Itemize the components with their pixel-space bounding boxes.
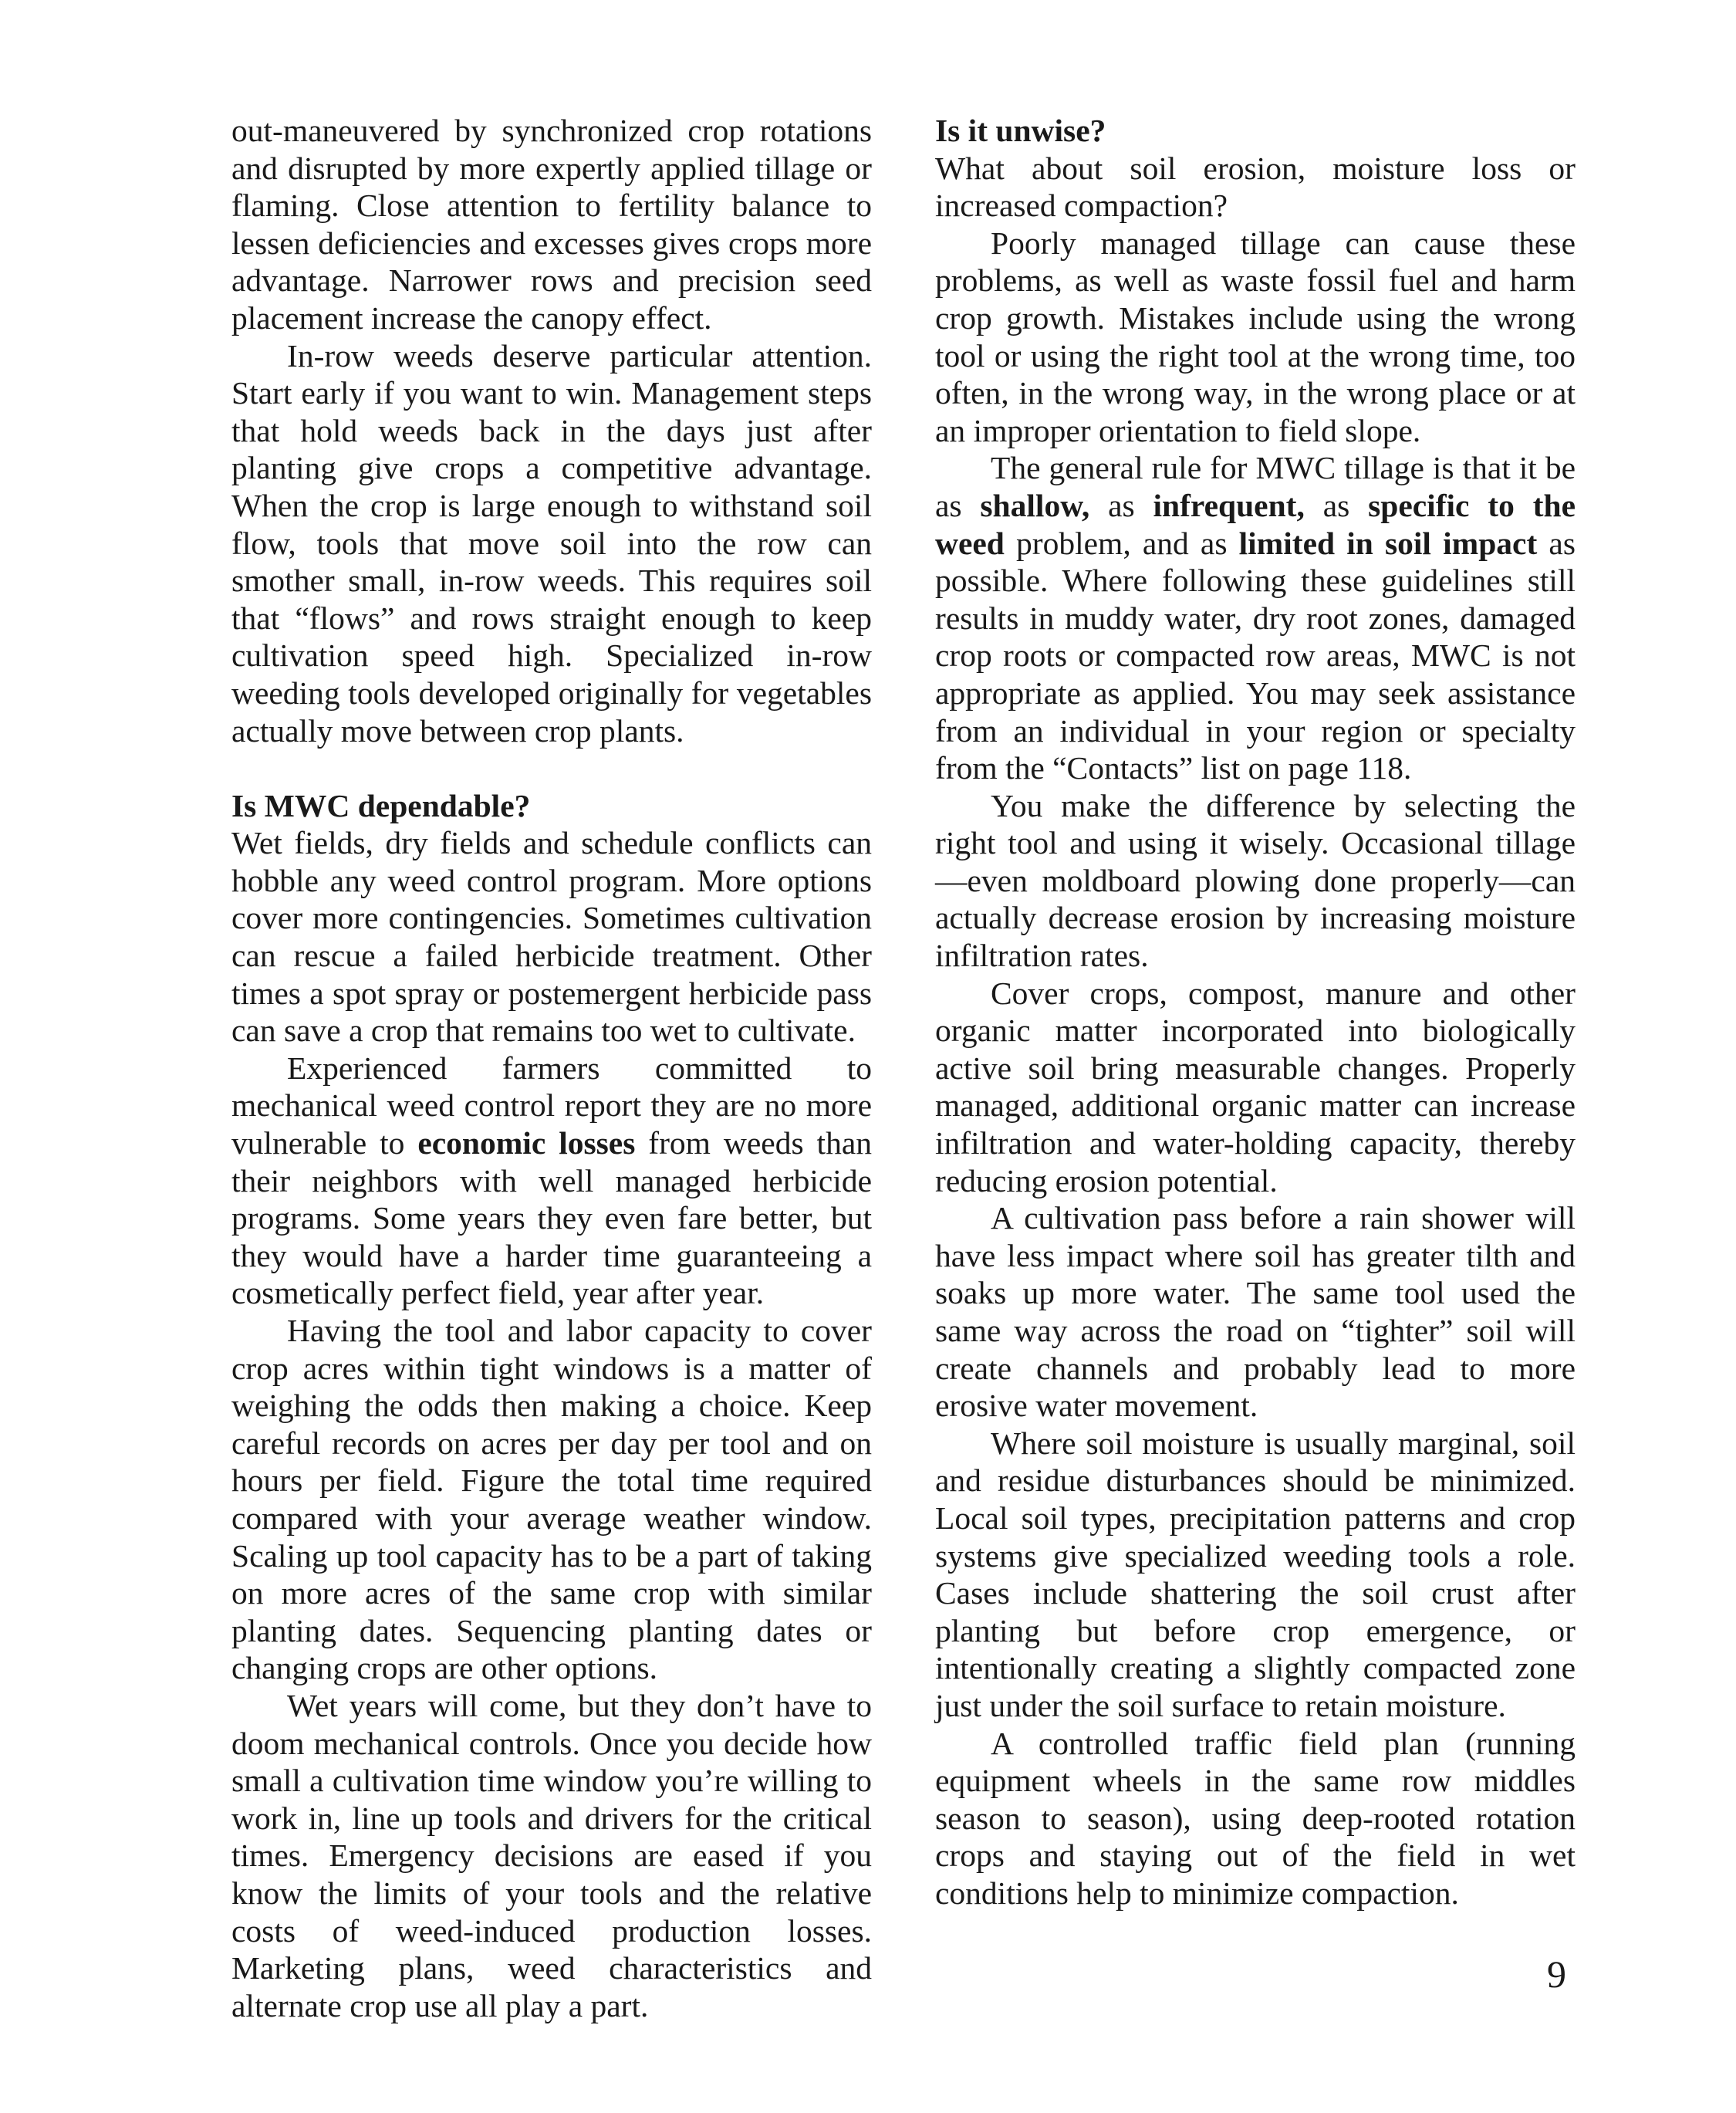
bold-term: infrequent, (1153, 487, 1305, 523)
paragraph: Wet fields, dry fields and schedule conflicts can hobble any weed control program. More options cover more contingencies. Sometimes cultivation can rescue a failed herbicide treatment. Other times a spot spray or postemergent herbicide pass can save a crop that remains too wet to cultivate. (231, 825, 872, 1049)
bold-term: limited in soil impact (1238, 525, 1538, 561)
text-run: as (1089, 487, 1153, 523)
bold-term: specific to the weed (935, 487, 1576, 561)
paragraph (231, 1050, 872, 1312)
paragraph (935, 449, 1576, 786)
paragraph: Having the tool and labor capacity to cover crop acres within tight windows is a matter of weighing the odds then making a choice. Keep careful records on acres per day per tool and on hours per field. Figure the total time required compared with your average weather window. Scaling up tool capacity has to be a part of taking on more acres of the same crop with similar planting dates. Sequencing planting dates or changing crops are other options. (231, 1313, 872, 1686)
paragraph: Where soil moisture is usually marginal, soil and residue disturbances should be minimized. Local soil types, precipitation patterns and crop systems give specialized weeding tools a role. Cases include shattering the soil crust after planting but before crop emergence, or intentionally creating a slightly compacted zone just under the soil surface to retain moisture. (935, 1425, 1576, 1723)
paragraph: Poorly managed tillage can cause these problems, as well as waste fossil fuel and harm crop growth. Mistakes include using the wrong tool or using the right tool at the wrong time, too often, in the wrong way, in the wrong place or at an improper orientation to field slope. (935, 225, 1576, 448)
paragraph: out-maneuvered by synchronized crop rotations and disrupted by more expertly applied tillage or flaming. Close attention to fertility balance to lessen deficiencies and excesses gives crops more advantage. Narrower rows and precision seed placement increase the canopy effect. (231, 113, 872, 336)
paragraph: What about soil erosion, moisture loss or increased compaction? (935, 150, 1576, 224)
text-run: The general rule for MWC tillage is that it be as (935, 450, 1576, 523)
text-run: Experienced farmers committed to mechanical weed control report they are no more vulnerable to (231, 1050, 872, 1161)
section-heading: Is MWC dependable? (231, 787, 531, 823)
paragraph: A controlled traffic field plan (running equipment wheels in the same row middles season to season), using deep-rooted rotation crops and staying out of the field in wet conditions help to minimize compaction. (935, 1725, 1576, 1911)
paragraph: Wet years will come, but they don’t have to doom mechanical controls. Once you decide how small a cultivation time window you’re willing to work in, line up tools and drivers for the critical times. Emergency decisions are eased if you know the limits of your tools and the relative costs of weed-induced production losses. Marketing plans, weed characteristics and alternate crop use all play a part. (231, 1687, 872, 2023)
bold-term: shallow, (980, 487, 1090, 523)
left-column (231, 112, 872, 2024)
spacer (231, 749, 872, 787)
bold-term: economic losses (417, 1125, 636, 1161)
paragraph: A cultivation pass before a rain shower will have less impact where soil has greater tilth and soaks up more water. The same tool used the same way across the road on “tighter” soil will create channels and probably lead to more erosive water movement. (935, 1200, 1576, 1424)
paragraph: In-row weeds deserve particular attention. Start early if you want to win. Management steps that hold weeds back in the days just after planting give crops a competitive advantage. When the crop is large enough to withstand soil flow, tools that move soil into the row can smother small, in-row weeds. This requires soil that “flows” and rows straight enough to keep cultivation speed high. Specialized in-row weeding tools developed originally for vegetables actually move between crop plants. (231, 337, 872, 749)
page-number: 9 (1547, 1952, 1566, 1996)
paragraph: Cover crops, compost, manure and other organic matter incorporated into biologically active soil bring measurable changes. Properly managed, additional organic matter can increase infiltration and water-holding capacity, thereby reducing erosion potential. (935, 975, 1576, 1198)
text-run: as (1304, 487, 1369, 523)
text-run: from weeds than their neighbors with well managed herbicide programs. Some years they even fare better, but they would have a harder time guaranteeing a cosmetically perfect field, year after year. (231, 1125, 872, 1311)
right-column (935, 112, 1576, 1912)
paragraph: You make the difference by selecting the right tool and using it wisely. Occasional tillage—even moldboard plowing done properly—can actually decrease erosion by increasing moisture infiltration rates. (935, 787, 1576, 974)
text-run: problem, and as (1004, 525, 1239, 561)
section-heading: Is it unwise? (935, 113, 1106, 148)
text-run: as possible. Where following these guidelines still results in muddy water, dry root zones, damaged crop roots or compacted row areas, MWC is not appropriate as applied. You may seek assistance from an individual in your region or specialty from the “Contacts” list on page 118. (935, 525, 1576, 786)
